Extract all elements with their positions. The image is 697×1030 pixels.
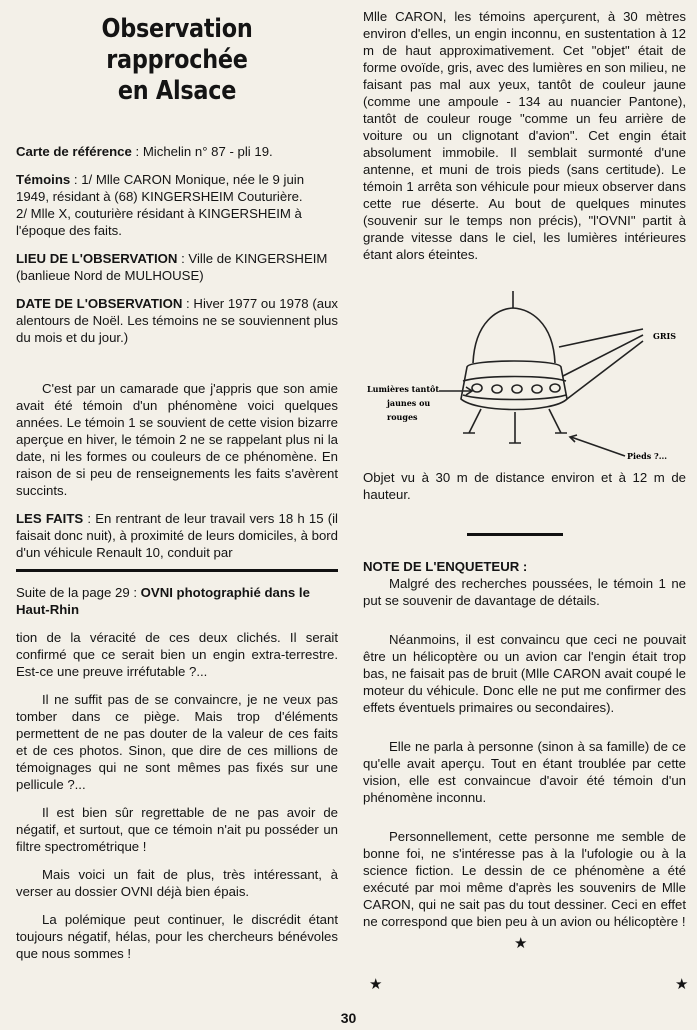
- ufo-leg: [549, 409, 567, 433]
- faits-label: LES FAITS: [16, 511, 84, 526]
- ufo-dome: [473, 308, 555, 363]
- note-paragraph: Personnellement, cette personne me semble de bonne foi, ne s'intéresse pas à la l'ufologie ou à la science fiction. Le dessin de ce phénomène a été exécuté par moi même d'après les souvenirs de Mlle CARON, qui ne sait pas du tout dessiner. Ceci en effet ne correspond que bien peu à un avion ou hélicoptère !: [363, 829, 686, 929]
- suite-paragraph: La polémique peut continuer, le discrédit étant toujours négatif, hélas, pour les chercheurs bénévoles que nous sommes !: [16, 912, 338, 961]
- star-icon: ★: [369, 976, 383, 993]
- ufo-drawing: [363, 281, 686, 461]
- note-paragraph: Néanmoins, il est convaincu que ceci ne pouvait être un hélicoptère ou un avion car l'engin était trop bas, ne faisait pas de bruit (Mlle CARON avait coupé le moteur du véhicule. Donc elle ne put me confirmer des effets éventuels primaires ou secondaires).: [363, 632, 686, 715]
- ufo-leg: [509, 412, 521, 443]
- temoins-value: : 1/ Mlle CARON Monique, née le 9 juin 1949, résidant à (68) KINGERSHEIM Couturière.: [16, 172, 305, 204]
- right-column: [363, 8, 686, 941]
- star-icon: ★: [675, 976, 689, 993]
- faits-value: : En rentrant de leur travail vers 18 h 15 (il faisait donc nuit), à proximité de leurs domiciles, à bord d'un véhicule Renault 10, conduit par: [16, 511, 338, 560]
- temoins-label: Témoins: [16, 172, 71, 187]
- ufo-light: [492, 385, 502, 393]
- date-label: DATE DE L'OBSERVATION: [16, 296, 183, 311]
- ufo-light: [512, 385, 522, 393]
- note-heading: NOTE DE L'ENQUETEUR :: [363, 559, 528, 574]
- ufo-light: [532, 385, 542, 393]
- page-number: 30: [340, 1010, 357, 1026]
- ufo-leg: [463, 409, 481, 433]
- temoin-2: 2/ Mlle X, couturière résidant à KINGERSHEIM à l'époque des faits.: [16, 206, 302, 238]
- star-icon: ★: [514, 935, 528, 952]
- suite-paragraph: Mais voici un fait de plus, très intéressant, à verser au dossier OVNI déjà bien épais.: [16, 867, 338, 899]
- lieu-label: LIEU DE L'OBSERVATION: [16, 251, 178, 266]
- section-rule: [467, 533, 563, 536]
- suite-paragraph: Il est bien sûr regrettable de ne pas avoir de négatif, et surtout, que ce témoin n'ait pu posséder un filtre spectrométrique !: [16, 805, 338, 854]
- date-observation: [16, 295, 338, 346]
- title-line-2: en Alsace: [117, 76, 237, 106]
- label-pieds: Pieds ?...: [627, 451, 668, 461]
- title-line-1: Observation rapprochée: [101, 14, 253, 75]
- lieu-value: : Ville de KINGERSHEIM (banlieue Nord de MULHOUSE): [16, 251, 328, 283]
- label-lumieres: jaunes ou: [387, 398, 431, 408]
- suite-prefix: Suite de la page 29 :: [16, 585, 141, 600]
- suite-paragraph: tion de la véracité de ces deux clichés. Il serait confirmé que ce serait bien un engin extra-terrestre. Est-ce une preuve irréfutable ?...: [16, 630, 338, 679]
- carte-label: Carte de référence: [16, 144, 132, 159]
- suite-paragraph: Il ne suffit pas de se convaincre, je ne veux pas tomber dans ce piège. Mais trop d'éléments permettent de ne pas douter de la valeur de ces faits et de ces photos. Sinon, que dire de ces millions de témoignages qui ne sont mêmes pas fixés sur une pellicule ?...: [16, 692, 338, 792]
- date-value: : Hiver 1977 ou 1978 (aux alentours de Noël. Les témoins ne se souviennent plus du mois et du jour.): [16, 296, 338, 345]
- faits-continued: Mlle CARON, les témoins aperçurent, à 30 mètres environ d'elles, un engin inconnu, en sustentation à 12 m de haut approximativement. Cet "objet" était de forme ovoïde, gris, avec des lumières en son milieu, ne faisant pas mal aux yeux, tantôt de couleur jaune (comme une ampoule - 134 au nuancier Pantone), tantôt de couleur rouge "comme un feu arrière de voiture ou un clignotant d'avion". Cet engin était absolument immobile. Il semblait surmonté d'une antenne, et muni de trois pieds (sans certitude). Le témoin 1 arrêta son véhicule pour mieux observer dans cette rue déserte. Au bout de quelques minutes (souvenir sur le temps non précis), "l'OVNI" partit à grande vitesse dans le ciel, les lumières intérieures étant alors éteintes.: [363, 9, 686, 262]
- note-paragraph: Malgré des recherches poussées, le témoin 1 ne put se souvenir de davantage de détails.: [363, 576, 686, 608]
- section-rule: [16, 569, 338, 572]
- note-paragraph: Elle ne parla à personne (sinon à sa famille) de ce qu'elle avait aperçu. Tout en étant troublée par cette vision, elle est convaincue d'avoir été témoin d'un phénomène inconnu.: [363, 739, 686, 805]
- drawing-caption: Objet vu à 30 m de distance environ et à 12 m de hauteur.: [363, 470, 686, 502]
- suite-title: OVNI photographié dans le Haut-Rhin: [16, 585, 310, 617]
- label-lumieres: rouges: [387, 412, 418, 422]
- article-title: [39, 14, 316, 107]
- suite-heading: [16, 584, 338, 618]
- label-lumieres: Lumières tantôt: [367, 384, 440, 394]
- carte-value: : Michelin n° 87 - pli 19.: [131, 144, 273, 159]
- left-column: [16, 8, 338, 973]
- ufo-light: [472, 384, 482, 392]
- temoins: [16, 171, 338, 205]
- faits-paragraph: [16, 510, 338, 561]
- ufo-light: [550, 384, 560, 392]
- lieu-observation: [16, 250, 338, 284]
- carte-reference: [16, 143, 338, 160]
- label-gris: GRIS: [653, 331, 676, 341]
- intro-paragraph: C'est par un camarade que j'appris que son amie avait été témoin d'un phénomène voici quelques années. Le témoin 1 se souvient de cette vision bizarre aperçue en hiver, le témoin 2 ne se rappelant plus ni la date, ni les formes ou couleurs de ce phénomène. En raison de si peu de renseignements les faits s'avèrent succints.: [16, 381, 338, 498]
